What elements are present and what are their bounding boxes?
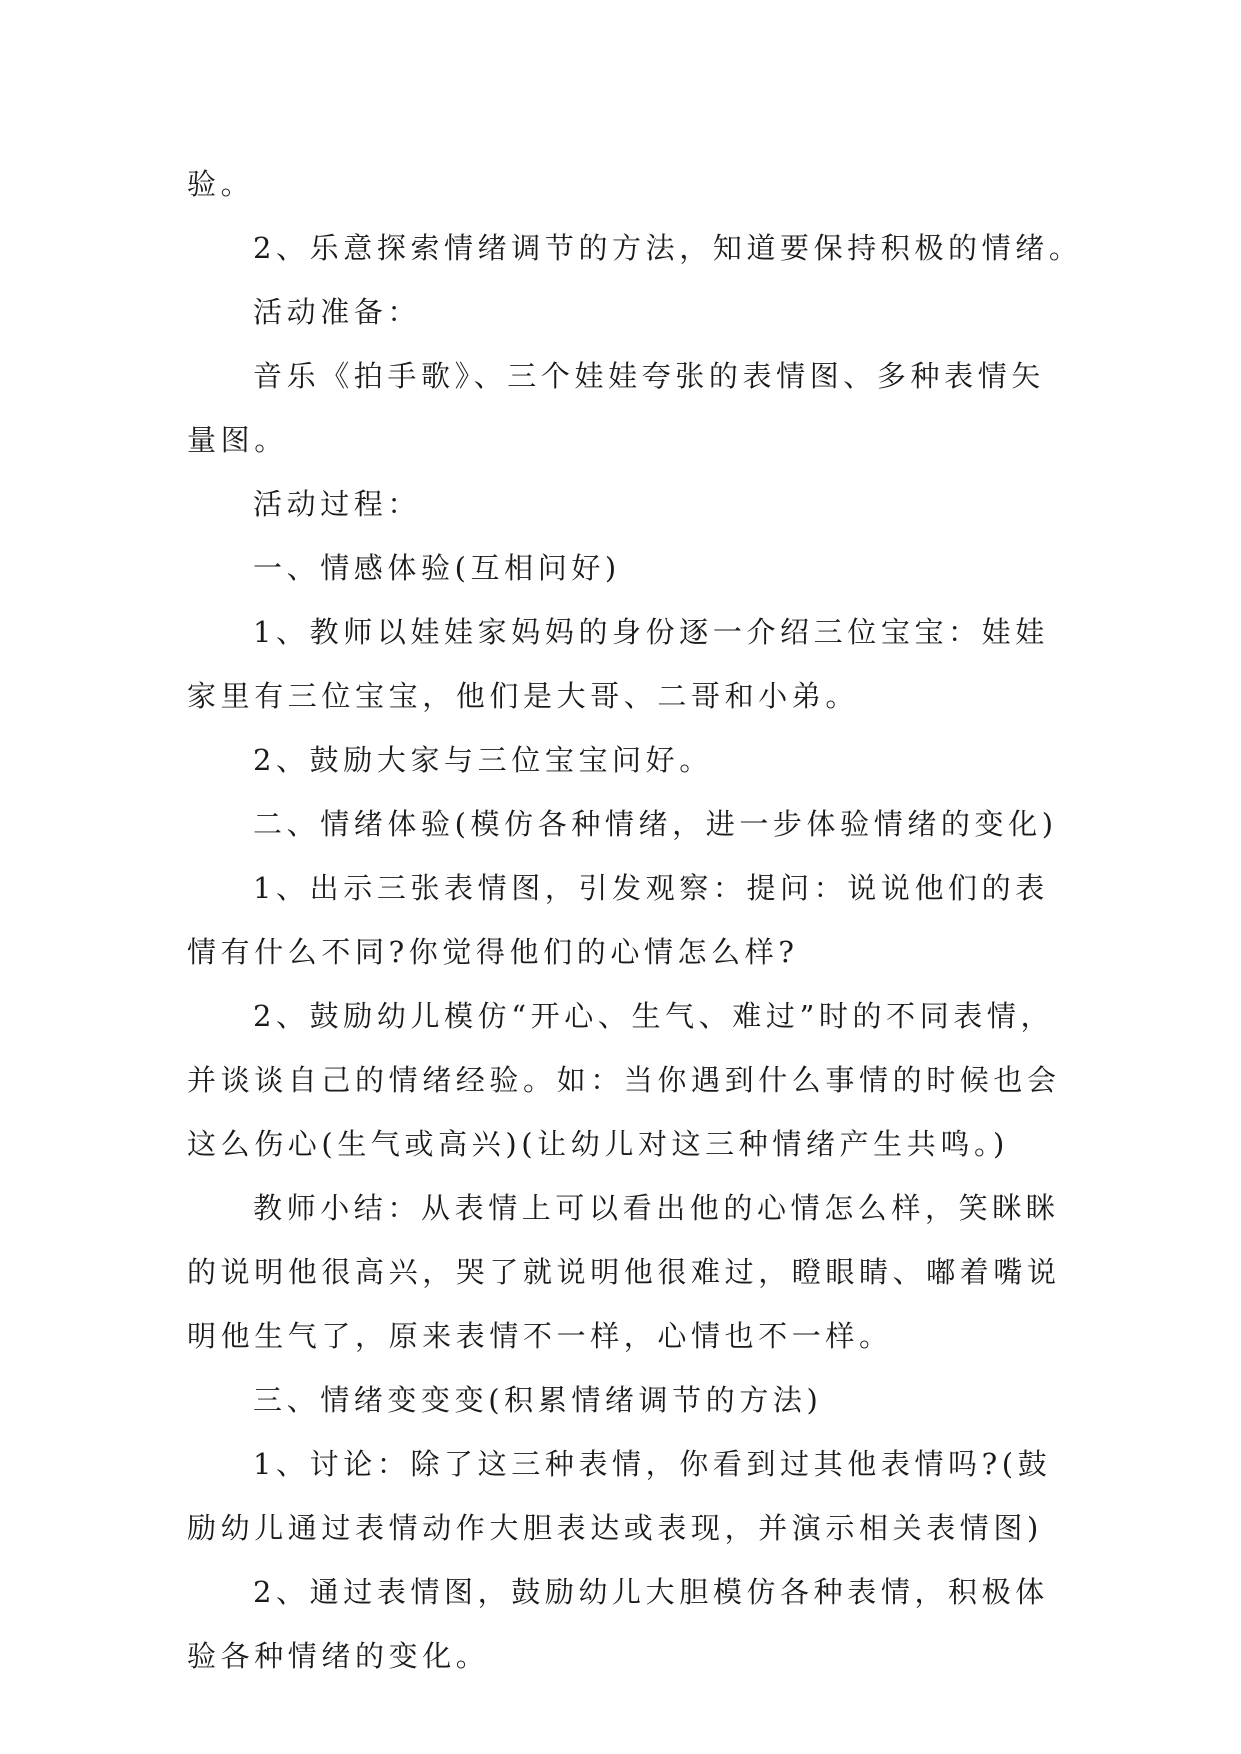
text-line: 情有什么不同?你觉得他们的心情怎么样?: [187, 935, 799, 969]
text-line: 1、出示三张表情图，引发观察：提问：说说他们的表: [253, 871, 1049, 905]
text-line: 1、教师以娃娃家妈妈的身份逐一介绍三位宝宝：娃娃: [253, 615, 1049, 649]
text-line: 音乐《拍手歌》、三个娃娃夸张的表情图、多种表情矢: [253, 359, 1045, 393]
section-heading: 一、情感体验(互相问好): [253, 551, 621, 585]
text-line: 励幼儿通过表情动作大胆表达或表现，并演示相关表情图): [187, 1511, 1043, 1545]
text-line: 2、鼓励幼儿模仿“开心、生气、难过”时的不同表情，: [253, 999, 1055, 1033]
text-line: 验各种情绪的变化。: [187, 1639, 490, 1673]
text-line: 2、通过表情图，鼓励幼儿大胆模仿各种表情，积极体: [253, 1575, 1049, 1609]
section-heading: 活动准备：: [253, 295, 422, 329]
document-body: [187, 152, 1083, 1688]
text-line: 这么伤心(生气或高兴)(让幼儿对这三种情绪产生共鸣。): [187, 1127, 1009, 1161]
text-line: 验。: [187, 167, 255, 201]
text-line: 2、鼓励大家与三位宝宝问好。: [253, 743, 713, 777]
text-line: 2、乐意探索情绪调节的方法，知道要保持积极的情绪。: [253, 231, 1083, 265]
section-heading: 活动过程：: [253, 487, 422, 521]
text-line: 的说明他很高兴，哭了就说明他很难过，瞪眼睛、嘟着嘴说: [187, 1255, 1061, 1289]
section-heading: 二、情绪体验(模仿各种情绪，进一步体验情绪的变化): [253, 807, 1058, 841]
text-line: 家里有三位宝宝，他们是大哥、二哥和小弟。: [187, 679, 860, 713]
text-line: 量图。: [187, 423, 288, 457]
text-line: 并谈谈自己的情绪经验。如：当你遇到什么事情的时候也会: [187, 1063, 1061, 1097]
text-line: 明他生气了，原来表情不一样，心情也不一样。: [187, 1319, 893, 1353]
text-line: 教师小结：从表情上可以看出他的心情怎么样，笑眯眯: [253, 1191, 1060, 1225]
text-line: 1、讨论：除了这三种表情，你看到过其他表情吗?(鼓: [253, 1447, 1052, 1481]
section-heading: 三、情绪变变变(积累情绪调节的方法): [253, 1383, 823, 1417]
